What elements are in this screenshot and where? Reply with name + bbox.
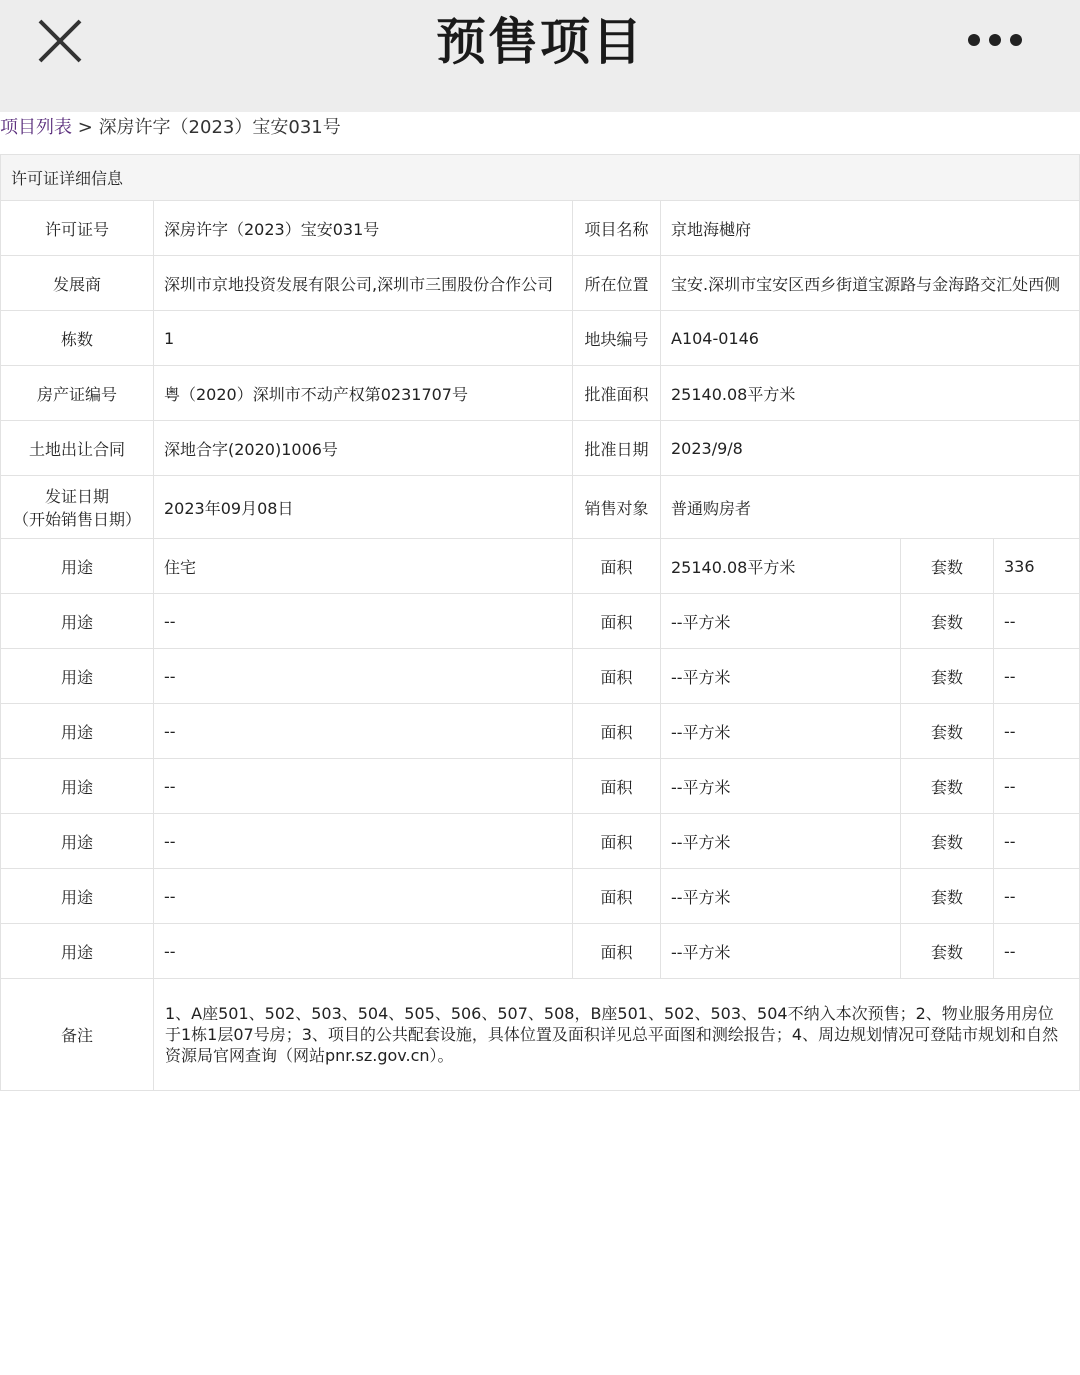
sales-target-label: 销售对象 — [573, 476, 661, 539]
units-label: 套数 — [901, 759, 994, 814]
units-label: 套数 — [901, 814, 994, 869]
area-value: --平方米 — [661, 869, 901, 924]
buildings-value: 1 — [154, 311, 573, 366]
breadcrumb-link-project-list[interactable]: 项目列表 — [0, 117, 72, 138]
area-label: 面积 — [573, 869, 661, 924]
units-label: 套数 — [901, 594, 994, 649]
usage-label: 用途 — [1, 924, 154, 979]
usage-value: -- — [154, 594, 573, 649]
issue-date-label-line1: 发证日期 — [44, 487, 109, 506]
location-value: 宝安.深圳市宝安区西乡街道宝源路与金海路交汇处西侧 — [661, 256, 1080, 311]
area-value: --平方米 — [661, 924, 901, 979]
breadcrumb — [0, 112, 1080, 154]
issue-date-label — [1, 476, 154, 539]
usage-label: 用途 — [1, 649, 154, 704]
units-value: -- — [994, 759, 1080, 814]
developer-label: 发展商 — [1, 256, 154, 311]
project-name-label: 项目名称 — [573, 201, 661, 256]
area-value: --平方米 — [661, 704, 901, 759]
permit-detail-table — [0, 154, 1080, 1091]
approved-date-value: 2023/9/8 — [661, 421, 1080, 476]
units-label: 套数 — [901, 539, 994, 594]
issue-date-label-line2: （开始销售日期） — [12, 510, 141, 529]
usage-value: -- — [154, 649, 573, 704]
usage-value: -- — [154, 924, 573, 979]
usage-value: -- — [154, 759, 573, 814]
units-value: -- — [994, 869, 1080, 924]
issue-date-value: 2023年09月08日 — [154, 476, 573, 539]
usage-row — [1, 924, 1080, 979]
usage-row — [1, 649, 1080, 704]
breadcrumb-current: 深房许字（2023）宝安031号 — [98, 117, 341, 138]
usage-row — [1, 704, 1080, 759]
usage-label: 用途 — [1, 869, 154, 924]
usage-value: -- — [154, 869, 573, 924]
usage-row — [1, 594, 1080, 649]
sales-target-value: 普通购房者 — [661, 476, 1080, 539]
breadcrumb-separator: > — [77, 117, 93, 138]
project-name-value: 京地海樾府 — [661, 201, 1080, 256]
remark-text: 1、A座501、502、503、504、505、506、507、508，B座501、502、503、504不纳入本次预售；2、物业服务用房位于1栋1层07号房；3、项目的公共配套设施，具体位置及面积详见总平面图和测绘报告；4、周边规划情况可登陆市规划和自然资源局官网查询（网站pnr.sz.gov.cn）。 — [154, 979, 1080, 1091]
approved-area-label: 批准面积 — [573, 366, 661, 421]
permit-no-label: 许可证号 — [1, 201, 154, 256]
area-value: --平方米 — [661, 814, 901, 869]
units-label: 套数 — [901, 869, 994, 924]
units-label: 套数 — [901, 704, 994, 759]
usage-row — [1, 869, 1080, 924]
area-label: 面积 — [573, 539, 661, 594]
usage-row — [1, 539, 1080, 594]
units-value: -- — [994, 924, 1080, 979]
plot-no-value: A104-0146 — [661, 311, 1080, 366]
area-label: 面积 — [573, 924, 661, 979]
approved-date-label: 批准日期 — [573, 421, 661, 476]
units-value: -- — [994, 814, 1080, 869]
area-label: 面积 — [573, 759, 661, 814]
area-value: --平方米 — [661, 649, 901, 704]
usage-row — [1, 814, 1080, 869]
usage-label: 用途 — [1, 814, 154, 869]
land-contract-value: 深地合字(2020)1006号 — [154, 421, 573, 476]
units-value: -- — [994, 649, 1080, 704]
developer-value: 深圳市京地投资发展有限公司,深圳市三围股份合作公司 — [154, 256, 573, 311]
usage-value: 住宅 — [154, 539, 573, 594]
units-label: 套数 — [901, 924, 994, 979]
units-label: 套数 — [901, 649, 994, 704]
area-label: 面积 — [573, 814, 661, 869]
area-value: 25140.08平方米 — [661, 539, 901, 594]
buildings-label: 栋数 — [1, 311, 154, 366]
location-label: 所在位置 — [573, 256, 661, 311]
usage-row — [1, 759, 1080, 814]
area-label: 面积 — [573, 704, 661, 759]
plot-no-label: 地块编号 — [573, 311, 661, 366]
area-label: 面积 — [573, 649, 661, 704]
units-value: -- — [994, 594, 1080, 649]
usage-label: 用途 — [1, 594, 154, 649]
more-dots-icon[interactable] — [964, 26, 1028, 54]
usage-value: -- — [154, 814, 573, 869]
top-navigation-bar — [0, 0, 1080, 112]
approved-area-value: 25140.08平方米 — [661, 366, 1080, 421]
units-value: -- — [994, 704, 1080, 759]
area-value: --平方米 — [661, 594, 901, 649]
permit-no-value: 深房许字（2023）宝安031号 — [154, 201, 573, 256]
page-title: 预售项目 — [436, 13, 644, 71]
area-label: 面积 — [573, 594, 661, 649]
land-contract-label: 土地出让合同 — [1, 421, 154, 476]
cert-no-value: 粤（2020）深圳市不动产权第0231707号 — [154, 366, 573, 421]
area-value: --平方米 — [661, 759, 901, 814]
remark-label: 备注 — [1, 979, 154, 1091]
cert-no-label: 房产证编号 — [1, 366, 154, 421]
usage-value: -- — [154, 704, 573, 759]
usage-label: 用途 — [1, 704, 154, 759]
usage-label: 用途 — [1, 539, 154, 594]
units-value: 336 — [994, 539, 1080, 594]
usage-label: 用途 — [1, 759, 154, 814]
section-title: 许可证详细信息 — [1, 155, 1080, 201]
